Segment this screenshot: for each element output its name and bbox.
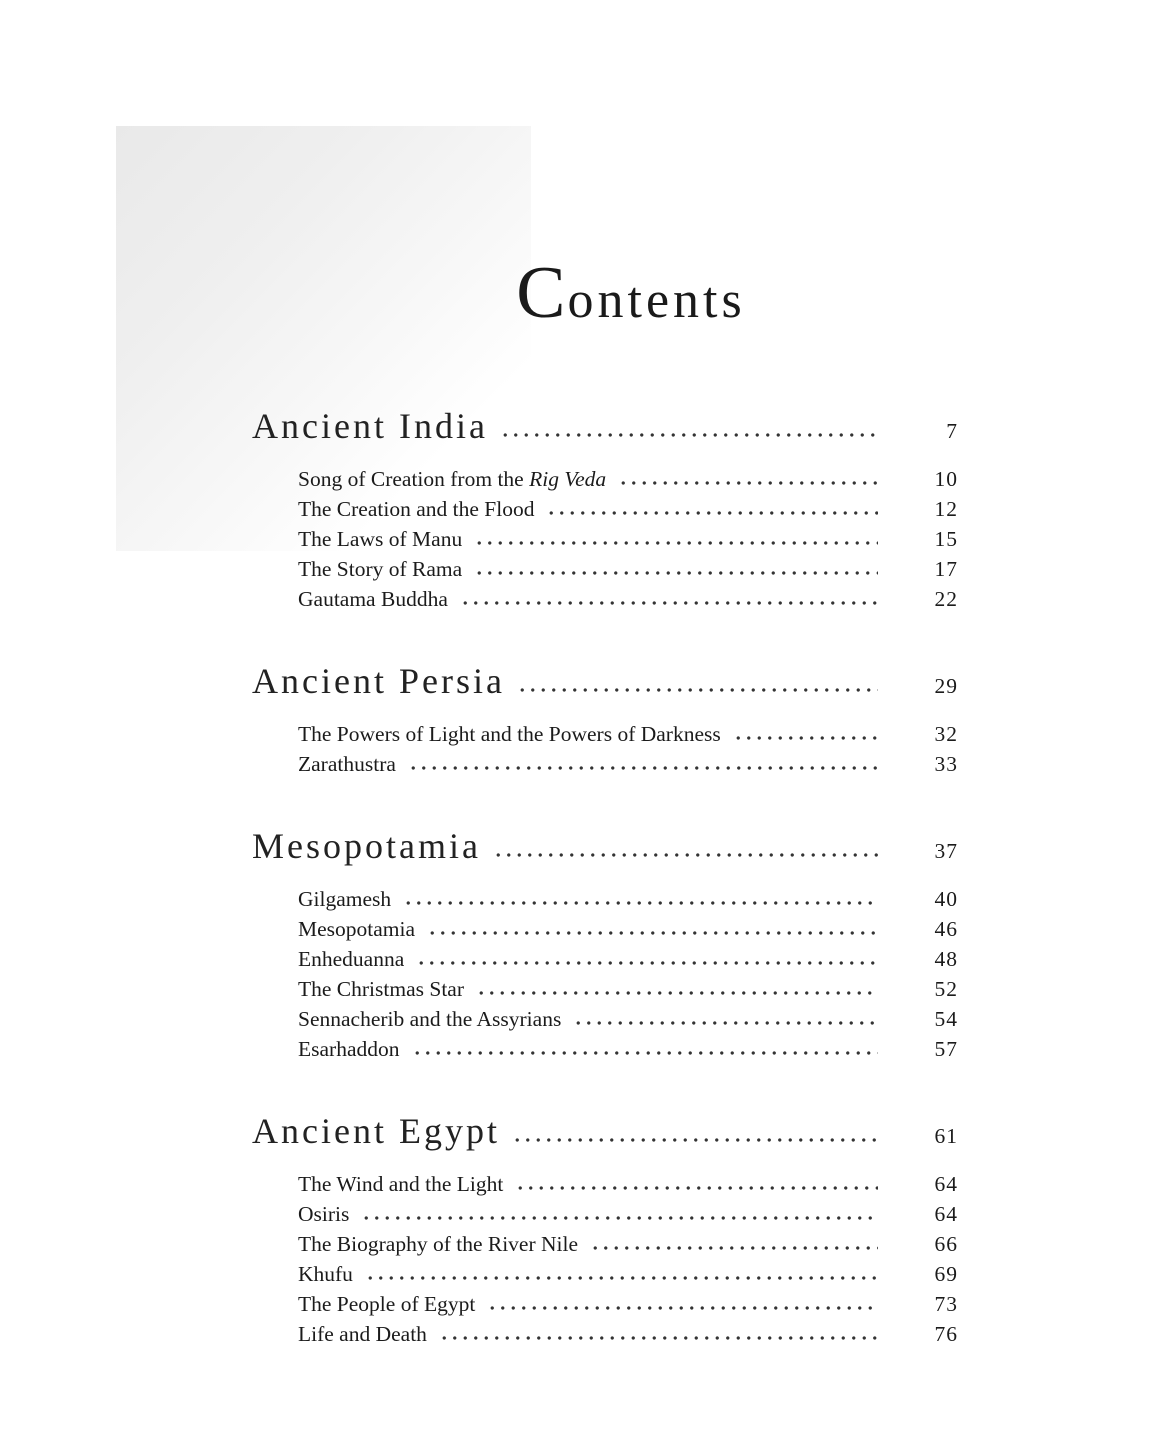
- toc-item: [252, 1199, 958, 1229]
- toc-item: [252, 1259, 958, 1289]
- toc-item-title: The Laws of Manu: [298, 526, 463, 551]
- toc-section-title: Mesopotamia: [252, 825, 481, 866]
- toc-item-title: Life and Death: [298, 1321, 427, 1346]
- page-number: 17: [934, 556, 958, 581]
- toc-item: [252, 1229, 958, 1259]
- toc-item-title: Sennacherib and the Assyrians: [298, 1006, 562, 1031]
- toc-item-title: Khufu: [298, 1261, 353, 1286]
- dot-leader: [733, 735, 878, 741]
- toc-item: [252, 524, 958, 554]
- toc-item-title: Gilgamesh: [298, 886, 392, 911]
- toc-item: [252, 1169, 958, 1199]
- toc-content: [252, 0, 958, 1349]
- page-number: 22: [934, 586, 958, 611]
- page-number: 57: [934, 1036, 958, 1061]
- toc-section-title: Ancient India: [252, 405, 488, 446]
- toc-item-title: The Wind and the Light: [298, 1171, 504, 1196]
- toc-item: [252, 464, 958, 494]
- dot-leader: [476, 990, 878, 996]
- page-number: 54: [934, 1006, 958, 1031]
- dot-leader: [517, 687, 878, 693]
- page-number: 40: [934, 886, 958, 911]
- dot-leader: [487, 1305, 878, 1311]
- toc-item-title: The Christmas Star: [298, 976, 465, 1001]
- dot-leader: [403, 900, 878, 906]
- toc-item-title: Enheduanna: [298, 946, 405, 971]
- toc-item-title-text: Song of Creation from the: [298, 466, 530, 491]
- page-number: 64: [934, 1171, 958, 1196]
- page-number: 33: [934, 751, 958, 776]
- toc-item-title: Zarathustra: [298, 751, 396, 776]
- page-number: 46: [934, 916, 958, 941]
- dot-leader: [474, 540, 878, 546]
- toc-item-title-italic: Rig Veda: [529, 466, 607, 491]
- toc-item: [252, 494, 958, 524]
- toc-item-title: [298, 464, 606, 494]
- page-number: 52: [934, 976, 958, 1001]
- toc-item: [252, 584, 958, 614]
- dot-leader: [427, 930, 878, 936]
- dot-leader: [412, 1050, 879, 1056]
- toc-section-title: Ancient Egypt: [252, 1110, 500, 1151]
- page-number: 7: [946, 418, 958, 443]
- page-number: 29: [934, 673, 958, 698]
- dot-leader: [618, 480, 878, 486]
- toc-item: [252, 1004, 958, 1034]
- toc-item: [252, 554, 958, 584]
- page-number: 64: [934, 1201, 958, 1226]
- page-number: 32: [934, 721, 958, 746]
- dot-leader: [474, 570, 878, 576]
- toc-item-title: Gautama Buddha: [298, 586, 448, 611]
- dot-leader: [573, 1020, 878, 1026]
- dot-leader: [416, 960, 878, 966]
- page-number: 76: [934, 1321, 958, 1346]
- toc-item-title: The Powers of Light and the Powers of Darkness: [298, 721, 721, 746]
- dot-leader: [460, 600, 878, 606]
- toc-section-mesopotamia: [252, 825, 958, 1064]
- toc-item: [252, 884, 958, 914]
- dot-leader: [515, 1185, 878, 1191]
- toc-item-title: The Story of Rama: [298, 556, 463, 581]
- toc-item: [252, 914, 958, 944]
- toc-item: [252, 944, 958, 974]
- dot-leader: [512, 1137, 878, 1143]
- dot-leader: [361, 1215, 878, 1221]
- page-number: 73: [934, 1291, 958, 1316]
- toc-item: [252, 1034, 958, 1064]
- toc-section-title: Ancient Persia: [252, 660, 505, 701]
- toc-section-ancient-egypt: [252, 1110, 958, 1349]
- dot-leader: [590, 1245, 878, 1251]
- toc-section-heading: [252, 660, 958, 703]
- dot-leader: [408, 765, 878, 771]
- page-title: Contents: [516, 251, 746, 333]
- page-number: 61: [934, 1123, 958, 1148]
- toc-item: [252, 1289, 958, 1319]
- toc-section-ancient-persia: [252, 660, 958, 779]
- toc-item: [252, 749, 958, 779]
- toc-item-title: Mesopotamia: [298, 916, 416, 941]
- page-number: 37: [934, 838, 958, 863]
- page-number: 12: [934, 496, 958, 521]
- page-number: 10: [934, 466, 958, 491]
- dot-leader: [439, 1335, 878, 1341]
- toc-section-heading: [252, 825, 958, 868]
- toc-item-title: Osiris: [298, 1201, 350, 1226]
- toc-section-ancient-india: [252, 405, 958, 614]
- page-number: 66: [934, 1231, 958, 1256]
- toc-section-heading: [252, 1110, 958, 1153]
- toc-item-title: The Biography of the River Nile: [298, 1231, 579, 1256]
- toc-item-title: The People of Egypt: [298, 1291, 476, 1316]
- toc-section-heading: [252, 405, 958, 448]
- dot-leader: [500, 432, 878, 438]
- toc-item: [252, 719, 958, 749]
- toc-item: [252, 1319, 958, 1349]
- toc-item: [252, 974, 958, 1004]
- dot-leader: [546, 510, 878, 516]
- toc-item-title: The Creation and the Flood: [298, 496, 535, 521]
- dot-leader: [365, 1275, 878, 1281]
- toc-item-title: Esarhaddon: [298, 1036, 400, 1061]
- page-number: 15: [934, 526, 958, 551]
- page-number: 69: [934, 1261, 958, 1286]
- page-number: 48: [934, 946, 958, 971]
- dot-leader: [493, 852, 878, 858]
